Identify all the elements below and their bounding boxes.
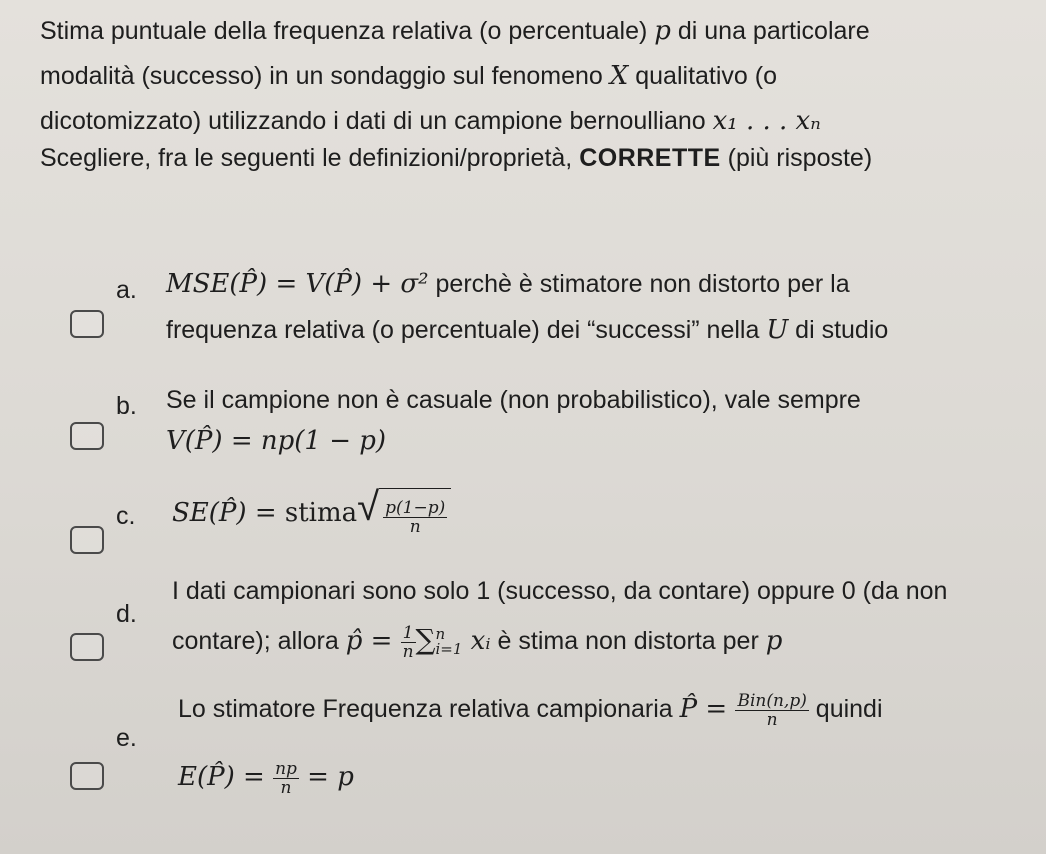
option-d-line-2: contare); allora p̂ = $\frac{1}{n}$ ∑ n i=1 xᵢ è stima non distorta per p	[172, 622, 783, 662]
option-e-line-1: Lo stimatore Frequenza relativa campionaria P̂ = $\frac{\text{Bin(n,p)}}{n}$ quindi	[178, 690, 883, 730]
option-b-line-1: Se il campione non è casuale (non probabilistico), vale sempre	[166, 386, 861, 414]
option-c-fraction: $\frac{p(1-p)}{n}$	[385, 497, 446, 537]
sample-variables: x₁ . . . xₙ	[712, 106, 821, 136]
option-e-fraction: $\frac{\text{Bin(n,p)}}{n}$	[737, 690, 807, 730]
option-b-letter: b.	[116, 392, 137, 420]
option-e-formula-left: P̂ =	[679, 694, 736, 724]
option-b-line-2	[166, 425, 386, 457]
option-a-line-1: MSE(P̂) = V(P̂) + σ² perchè è stimatore non distorto per la	[166, 269, 850, 299]
instruction-emphasis: CORRETTE	[579, 144, 721, 172]
option-b-formula: V(P̂) = np(1 − p)	[166, 426, 387, 456]
variable-p-d: p	[765, 626, 783, 656]
option-a-line-2: frequenza relativa (o percentuale) dei “successi” nella U di studio	[166, 315, 889, 345]
option-e-checkbox[interactable]	[70, 762, 104, 790]
option-b-checkbox[interactable]	[70, 422, 104, 450]
option-e-letter: e.	[116, 724, 137, 752]
option-c-letter: c.	[116, 502, 136, 530]
variable-u: U	[766, 315, 789, 345]
option-e-line-2	[178, 752, 354, 802]
option-e-line2-right: = p	[298, 762, 354, 792]
option-d-checkbox[interactable]	[70, 633, 104, 661]
square-root: √ $\frac{p(1-p)}{n}$	[357, 488, 451, 541]
question-line-2: modalità (successo) in un sondaggio sul fenomeno X qualitativo (o	[40, 61, 777, 91]
option-a-formula: MSE(P̂) = V(P̂) + σ²	[166, 269, 429, 299]
option-a-checkbox[interactable]	[70, 310, 104, 338]
option-c-formula-left: SE(P̂) =	[172, 498, 285, 529]
sum-symbol: ∑	[415, 623, 436, 656]
option-d-letter: d.	[116, 600, 137, 628]
option-a-letter: a.	[116, 276, 137, 304]
option-d-line-1: I dati campionari sono solo 1 (successo, da contare) oppure 0 (da non	[172, 577, 948, 605]
option-d-formula-left: p̂ =	[345, 626, 401, 656]
option-e-line2-left: E(P̂) =	[178, 762, 274, 792]
variable-x: X	[609, 61, 629, 91]
sum-variable: xᵢ	[462, 626, 491, 656]
option-d-fraction: $\frac{1}{n}$	[402, 622, 414, 662]
option-c-checkbox[interactable]	[70, 526, 104, 554]
instruction: Scegliere, fra le seguenti le definizioni/proprietà, CORRETTE (più risposte)	[40, 144, 873, 172]
variable-p: p	[654, 16, 671, 46]
question-line-3: dicotomizzato) utilizzando i dati di un campione bernoulliano x₁ . . . xₙ	[40, 106, 821, 136]
option-c-line-1	[172, 485, 451, 541]
question-line-1: Stima puntuale della frequenza relativa (o percentuale) p di una particolare	[40, 16, 870, 46]
option-e-line2-fraction: $\frac{np}{n}$	[275, 758, 297, 798]
option-c-word: stima	[284, 498, 358, 529]
